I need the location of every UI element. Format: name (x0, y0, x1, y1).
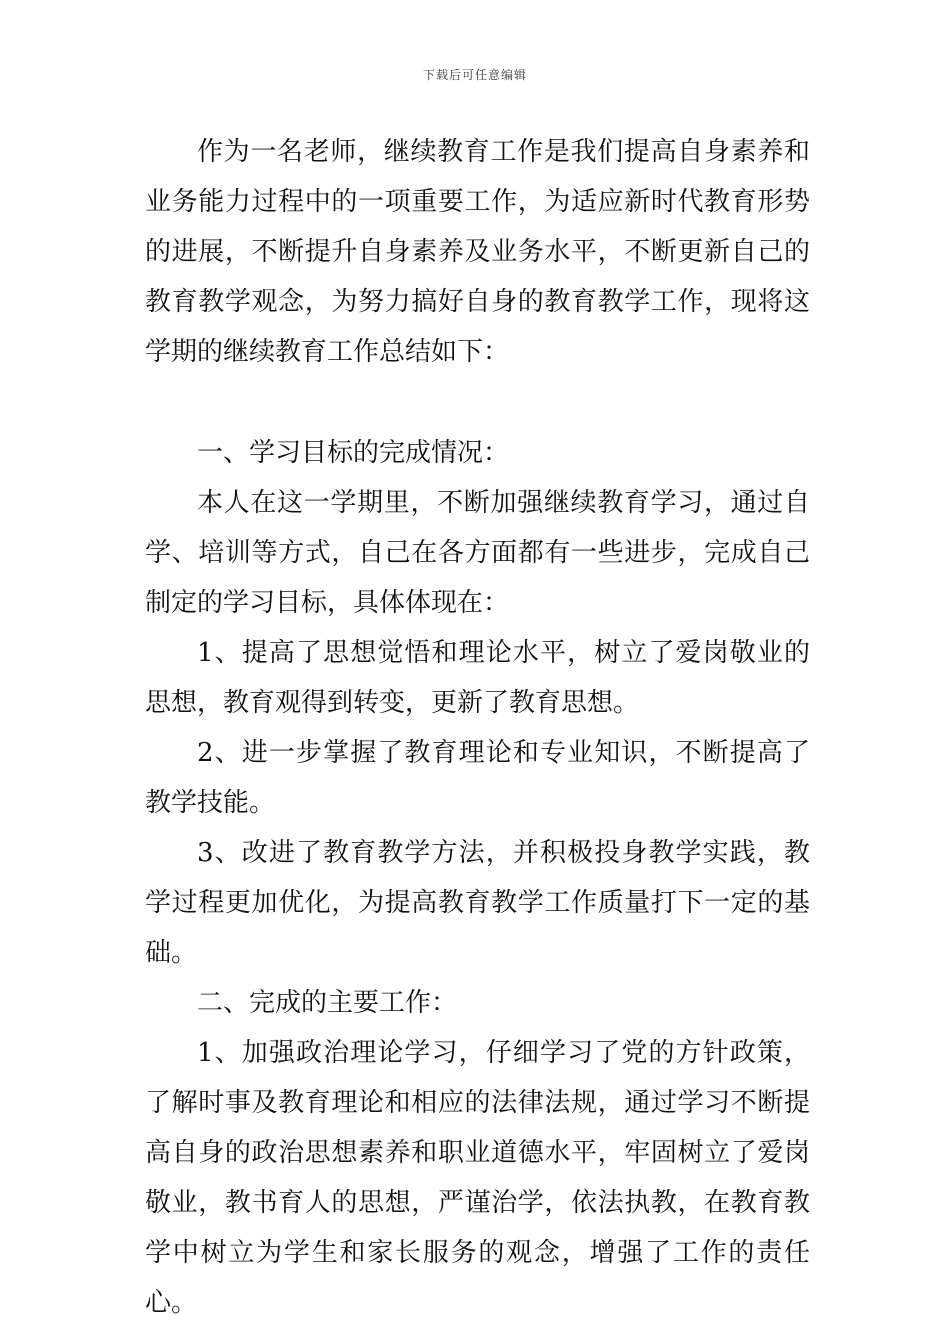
list-item-3: 3、改进了教育教学方法，并积极投身教学实践，教学过程更加优化，为提高教育教学工作质量打下一定的基础。 (145, 838, 810, 968)
learning-goals-paragraph: 本人在这一学期里，不断加强继续教育学习，通过自学、培训等方式，自己在各方面都有一些进步，完成自己制定的学习目标，具体体现在： (145, 488, 810, 618)
section-heading-learning-goals: 一、学习目标的完成情况： (197, 438, 510, 468)
document-body (145, 127, 810, 1328)
main-work-item-1: 1、加强政治理论学习，仔细学习了党的方针政策，了解时事及教育理论和相应的法律法规，通过学习不断提高自身的政治思想素养和职业道德水平，牢固树立了爱岗敬业，教书育人的思想，严谨治学，依法执教，在教育教学中树立为学生和家长服务的观念，增强了工作的责任心。 (145, 1038, 810, 1318)
list-item-1: 1、提高了思想觉悟和理论水平，树立了爱岗敬业的思想，教育观得到转变，更新了教育思想。 (145, 638, 810, 718)
paragraph-spacer (145, 377, 810, 428)
list-item-2: 2、进一步掌握了教育理论和专业知识，不断提高了教学技能。 (145, 738, 810, 818)
header-note: 下载后可任意编辑 (422, 68, 527, 82)
section-heading-main-work: 二、完成的主要工作： (197, 988, 458, 1018)
intro-paragraph: 作为一名老师，继续教育工作是我们提高自身素养和业务能力过程中的一项重要工作，为适应新时代教育形势的进展，不断提升自身素养及业务水平，不断更新自己的教育教学观念，为努力搞好自身的教育教学工作，现将这学期的继续教育工作总结如下： (145, 137, 810, 367)
